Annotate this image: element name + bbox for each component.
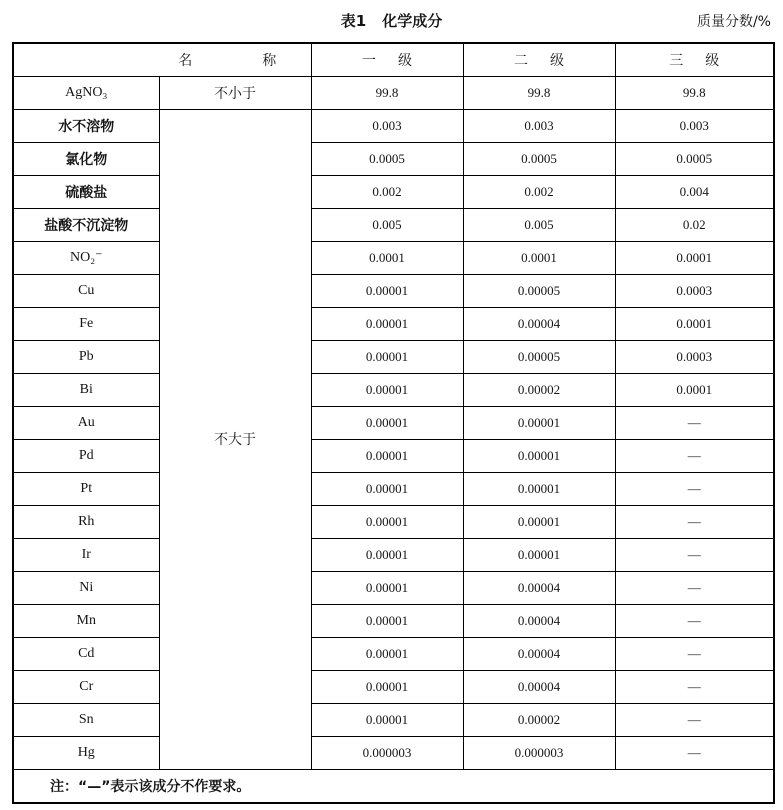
grade-3-value: — (615, 538, 774, 571)
grade-1-value: 0.003 (311, 109, 463, 142)
grade-3-value: 0.0005 (615, 142, 774, 175)
grade-3-value: 0.003 (615, 109, 774, 142)
note-row (13, 769, 774, 803)
grade-2-value: 0.00002 (463, 373, 615, 406)
component-name: Pb (13, 340, 159, 373)
unit-label: 质量分数/% (696, 14, 771, 30)
component-name: Au (13, 406, 159, 439)
grade-1-value: 0.0005 (311, 142, 463, 175)
component-name: Hg (13, 736, 159, 769)
component-name: 盐酸不沉淀物 (13, 208, 159, 241)
component-name: 氯化物 (13, 142, 159, 175)
header-grade-1-text: 一级 (362, 52, 434, 69)
grade-3-value: — (615, 703, 774, 736)
grade-2-value: 0.003 (463, 109, 615, 142)
grade-2-value: 0.00002 (463, 703, 615, 736)
grade-3-value: — (615, 637, 774, 670)
table-row (13, 175, 774, 208)
grade-1-value: 0.00001 (311, 439, 463, 472)
header-name-text: 名称 (178, 52, 347, 69)
table-row (13, 76, 774, 109)
component-name: Pd (13, 439, 159, 472)
grade-3-value: 0.0003 (615, 274, 774, 307)
grade-3-value: 0.0001 (615, 241, 774, 274)
table-title (0, 10, 783, 31)
table-row (13, 439, 774, 472)
table-row (13, 373, 774, 406)
grade-2-value: 0.00001 (463, 439, 615, 472)
grade-1-value: 0.00001 (311, 703, 463, 736)
table-row (13, 406, 774, 439)
grade-2-value: 0.00001 (463, 505, 615, 538)
grade-2-value: 0.00001 (463, 406, 615, 439)
grade-2-value: 0.00004 (463, 637, 615, 670)
table-row (13, 109, 774, 142)
grade-3-value: — (615, 505, 774, 538)
header-grade-2 (463, 43, 615, 76)
table-row (13, 208, 774, 241)
component-name: Cd (13, 637, 159, 670)
component-name: Sn (13, 703, 159, 736)
grade-3-value: 0.0001 (615, 373, 774, 406)
grade-2-value: 0.00005 (463, 340, 615, 373)
header-name (13, 43, 347, 76)
component-name: Cr (13, 670, 159, 703)
component-name: AgNO₃ (13, 76, 159, 109)
grade-2-value: 0.00004 (463, 670, 615, 703)
header-row (13, 43, 774, 76)
grade-3-value: 99.8 (615, 76, 774, 109)
grade-1-value: 0.00001 (311, 538, 463, 571)
grade-3-value: — (615, 670, 774, 703)
grade-1-value: 99.8 (311, 76, 463, 109)
grade-1-value: 0.00001 (311, 472, 463, 505)
table-row (13, 241, 774, 274)
chemical-composition-table (12, 42, 775, 804)
table-row (13, 538, 774, 571)
grade-3-value: 0.02 (615, 208, 774, 241)
grade-3-value: 0.0003 (615, 340, 774, 373)
limit-label: 不大于 (159, 109, 311, 769)
table-row (13, 703, 774, 736)
component-name: NO₂⁻ (13, 241, 159, 274)
grade-2-value: 99.8 (463, 76, 615, 109)
grade-2-value: 0.00001 (463, 472, 615, 505)
component-name: Ir (13, 538, 159, 571)
component-name: Fe (13, 307, 159, 340)
table-row (13, 142, 774, 175)
grade-2-value: 0.0005 (463, 142, 615, 175)
grade-3-value: 0.004 (615, 175, 774, 208)
grade-3-value: — (615, 472, 774, 505)
table-row (13, 274, 774, 307)
grade-3-value: — (615, 439, 774, 472)
component-name: Mn (13, 604, 159, 637)
table-row (13, 637, 774, 670)
grade-3-value: — (615, 406, 774, 439)
component-name: Ni (13, 571, 159, 604)
grade-1-value: 0.00001 (311, 274, 463, 307)
component-name: Rh (13, 505, 159, 538)
header-grade-2-text: 二级 (514, 52, 586, 69)
table-row (13, 505, 774, 538)
component-name: Bi (13, 373, 159, 406)
grade-1-value: 0.005 (311, 208, 463, 241)
component-name: 硫酸盐 (13, 175, 159, 208)
table-row (13, 571, 774, 604)
grade-1-value: 0.002 (311, 175, 463, 208)
grade-1-value: 0.0001 (311, 241, 463, 274)
grade-1-value: 0.00001 (311, 340, 463, 373)
grade-1-value: 0.00001 (311, 604, 463, 637)
table-note: 注：“—”表示该成分不作要求。 (13, 769, 774, 803)
grade-1-value: 0.00001 (311, 373, 463, 406)
limit-label: 不小于 (159, 76, 311, 109)
grade-1-value: 0.00001 (311, 571, 463, 604)
grade-1-value: 0.00001 (311, 637, 463, 670)
header-grade-3 (615, 43, 774, 76)
table-body (13, 76, 774, 769)
grade-2-value: 0.005 (463, 208, 615, 241)
grade-2-value: 0.00005 (463, 274, 615, 307)
table-row (13, 472, 774, 505)
grade-1-value: 0.00001 (311, 670, 463, 703)
grade-2-value: 0.00004 (463, 571, 615, 604)
header-grade-3-text: 三级 (669, 52, 742, 69)
grade-2-value: 0.000003 (463, 736, 615, 769)
table-row (13, 604, 774, 637)
grade-1-value: 0.00001 (311, 307, 463, 340)
grade-2-value: 0.00004 (463, 307, 615, 340)
grade-3-value: — (615, 736, 774, 769)
table-row (13, 670, 774, 703)
table-number: 表1 (340, 12, 367, 30)
component-name: Pt (13, 472, 159, 505)
grade-3-value: — (615, 571, 774, 604)
grade-3-value: — (615, 604, 774, 637)
table-row (13, 340, 774, 373)
grade-2-value: 0.0001 (463, 241, 615, 274)
grade-1-value: 0.000003 (311, 736, 463, 769)
grade-1-value: 0.00001 (311, 505, 463, 538)
grade-1-value: 0.00001 (311, 406, 463, 439)
table-row (13, 307, 774, 340)
grade-2-value: 0.00004 (463, 604, 615, 637)
grade-2-value: 0.002 (463, 175, 615, 208)
component-name: 水不溶物 (13, 109, 159, 142)
table-caption: 化学成分 (382, 12, 443, 30)
component-name: Cu (13, 274, 159, 307)
grade-2-value: 0.00001 (463, 538, 615, 571)
grade-3-value: 0.0001 (615, 307, 774, 340)
table-row (13, 736, 774, 769)
